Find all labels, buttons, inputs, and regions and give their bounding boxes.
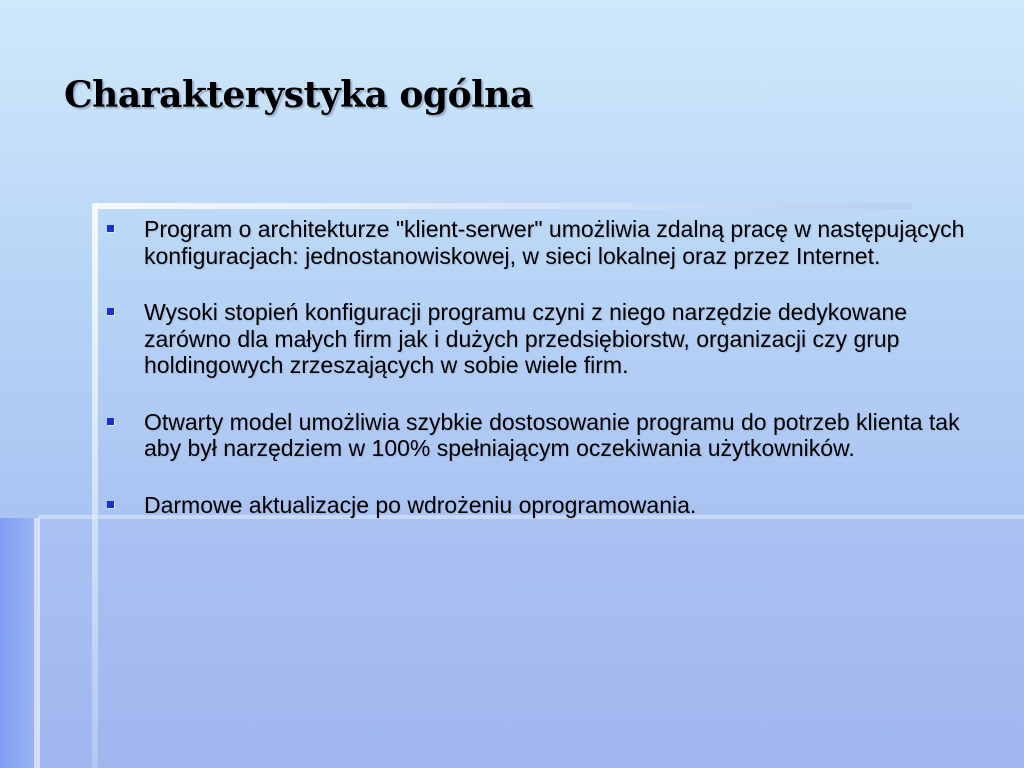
bullet-item [100, 409, 980, 462]
bullet-item [100, 492, 980, 519]
bullet-text: Wysoki stopień konfiguracji programu czyni z niego narzędzie dedykowane zarówno dla małych firm jak i dużych przedsiębiorstw, organizacji czy grup holdingowych zrzeszających w sobie wiele firm. [144, 299, 908, 378]
decorative-vertical-line [92, 203, 98, 768]
bullet-text: Darmowe aktualizacje po wdrożeniu oprogramowania. [144, 491, 697, 518]
bullet-item [100, 216, 980, 269]
bullet-list [100, 216, 980, 548]
decorative-left-band [0, 518, 38, 768]
slide-title: Charakterystyka ogólna [64, 74, 533, 116]
decorative-band [38, 518, 1024, 768]
square-bullet-icon [107, 501, 114, 508]
square-bullet-icon [107, 418, 114, 425]
square-bullet-icon [107, 308, 114, 315]
bullet-item [100, 299, 980, 379]
bullet-text: Otwarty model umożliwia szybkie dostosowanie programu do potrzeb klienta tak aby był narzędziem w 100% spełniającym oczekiwania użytkowników. [144, 408, 960, 461]
decorative-left-band-edge [34, 518, 40, 768]
decorative-horizontal-line [96, 203, 912, 209]
bullet-text: Program o architekturze "klient-serwer" umożliwia zdalną pracę w następujących konfiguracjach: jednostanowiskowej, w sieci lokalnej oraz przez Internet. [144, 216, 965, 269]
square-bullet-icon [107, 225, 114, 232]
